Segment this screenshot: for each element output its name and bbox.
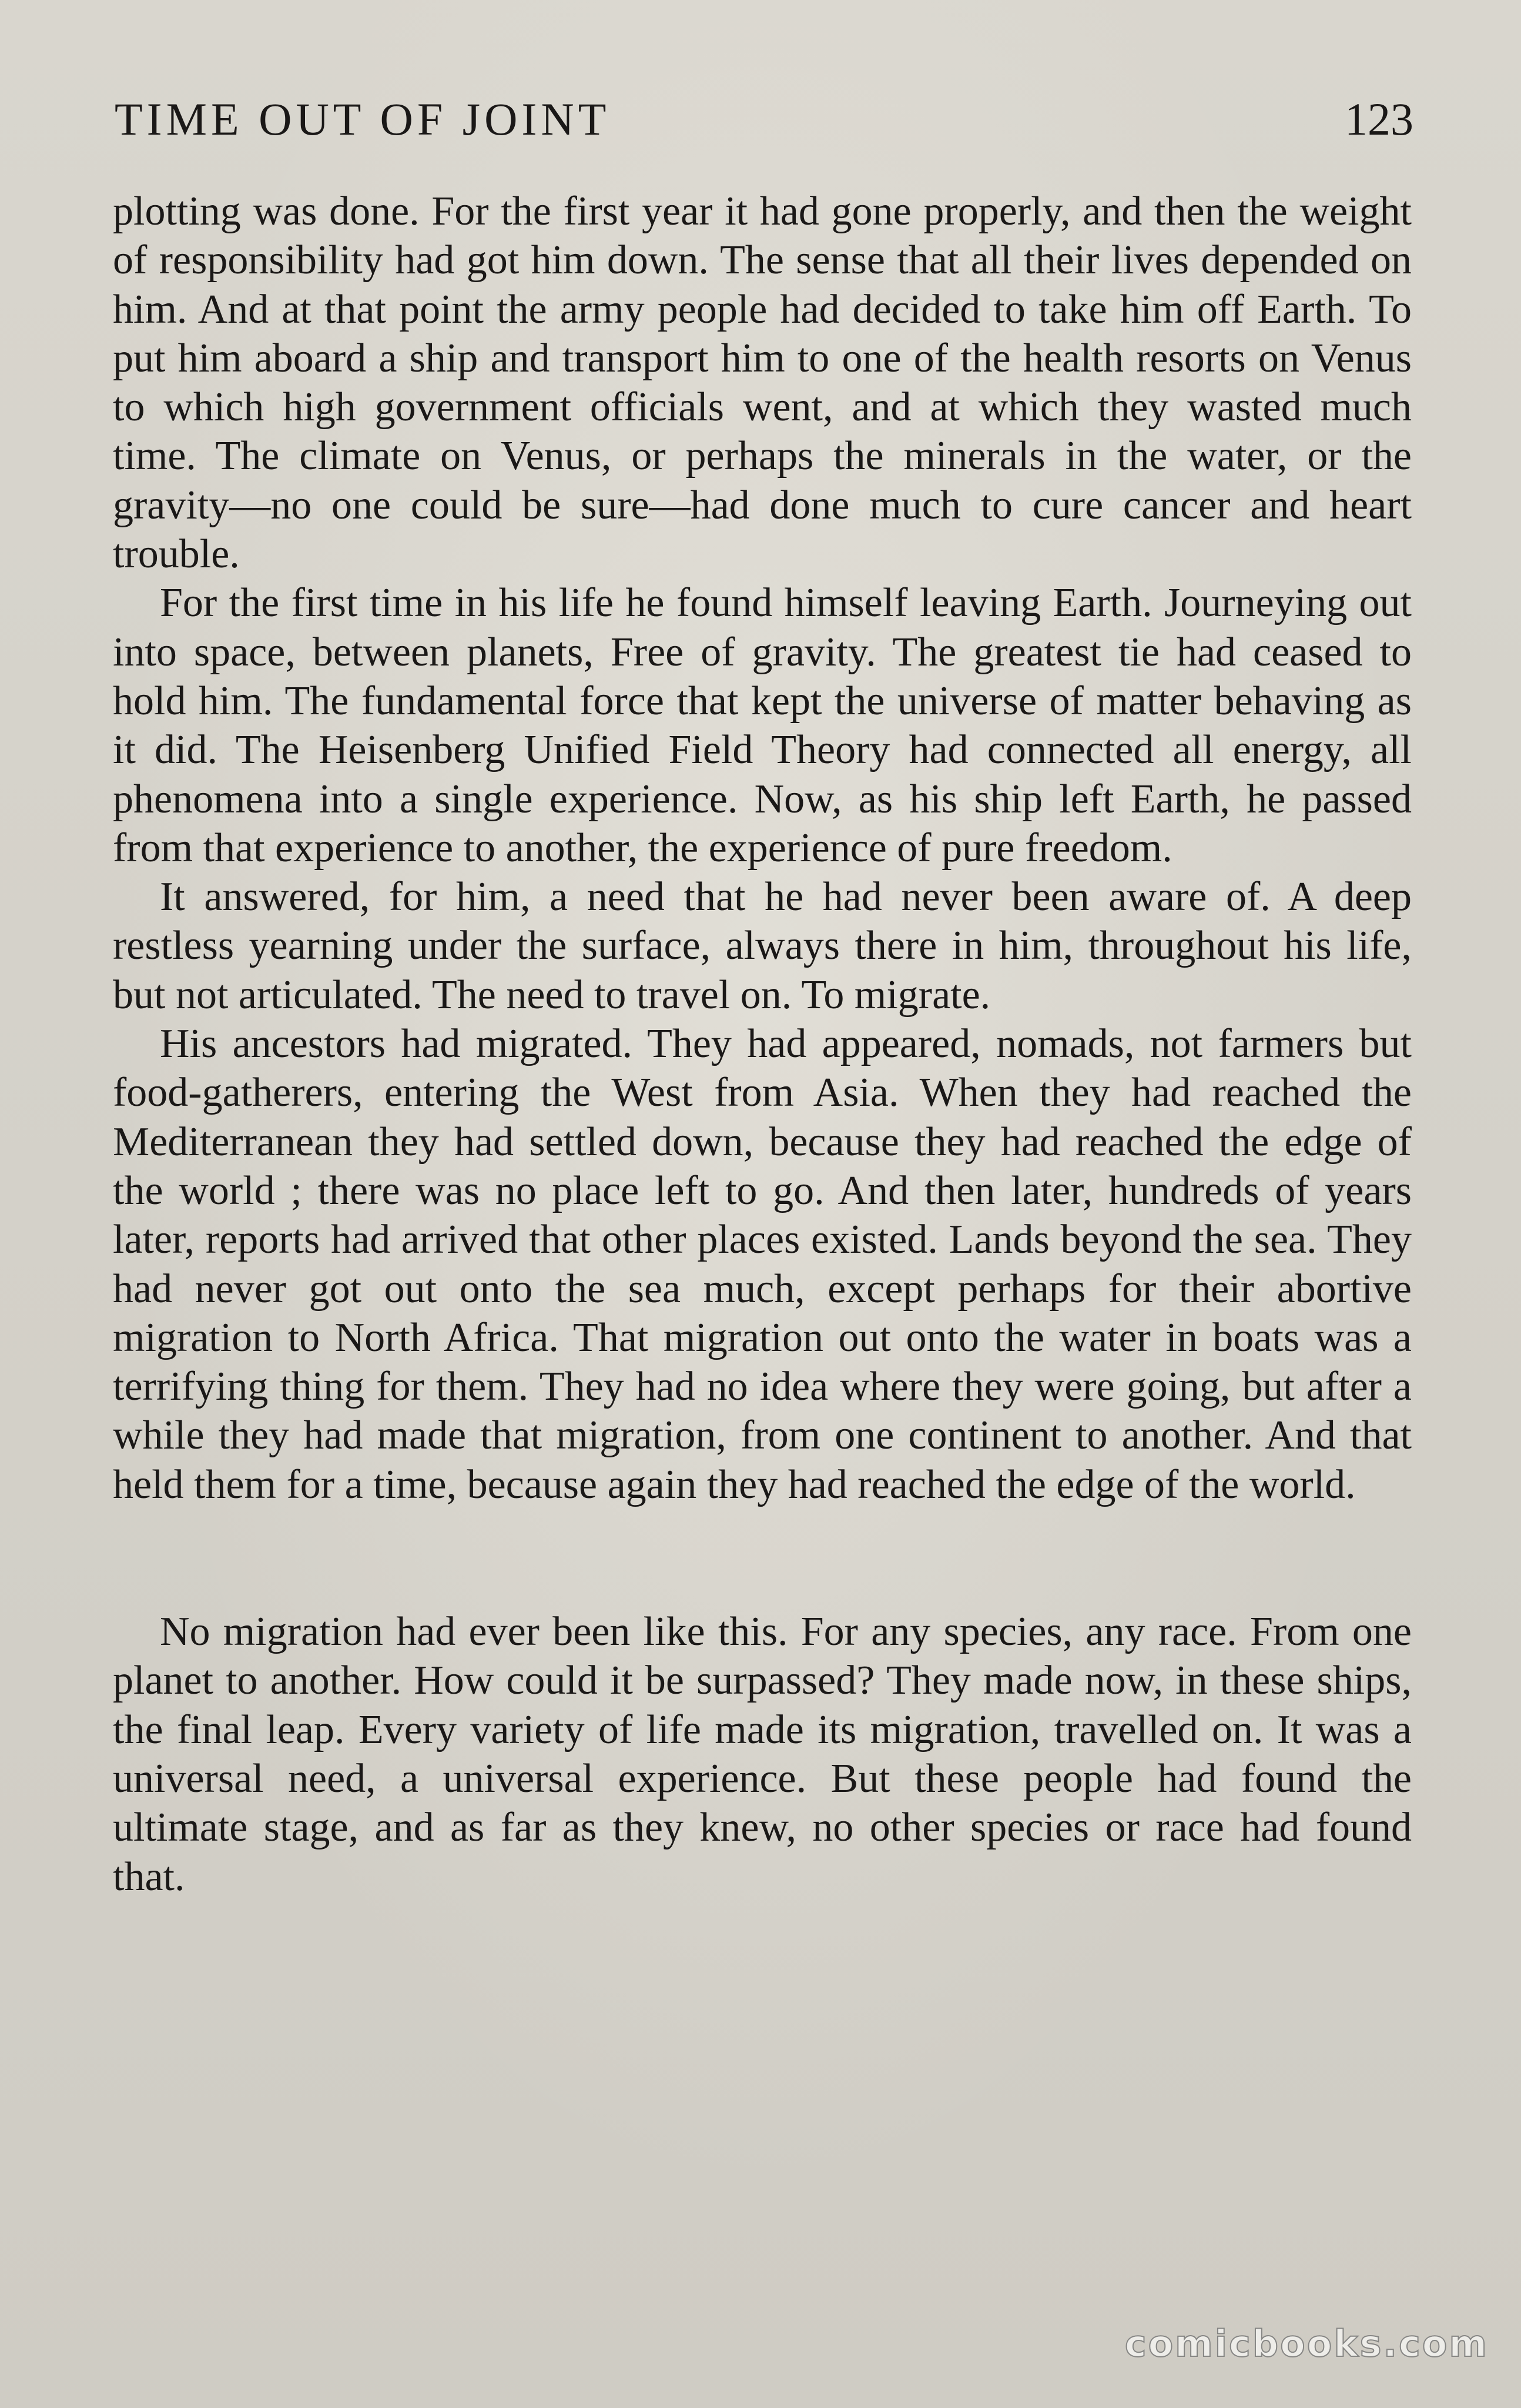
body-text [113, 187, 1412, 1901]
watermark-logo: comicbooks.com [1124, 2322, 1489, 2365]
paragraph-5: No migration had ever been like this. For any species, any race. From one planet to another. How could it be surpassed? They made now, in these ships, the final leap. Every variety of life made its migration, travelled on. It was a universal need, a universal experience. But these people had found the ultimate stage, and as far as they knew, no other species or race had found that. [113, 1609, 1412, 1899]
section-break [113, 1509, 1412, 1607]
paragraph-4: His ancestors had migrated. They had appeared, nomads, not farmers but food-gatherers, entering the West from Asia. When they had reached the Mediterranean they had settled down, because they had reached the edge of the world ; there was no place left to go. And then later, hundreds of years later, reports had arrived that other places existed. Lands beyond the sea. They had never got out onto the sea much, except perhaps for their abortive migration to North Africa. That migration out onto the water in boats was a terrifying thing for them. They had no idea where they were going, but after a while they had made that migration, from one continent to another. And that held them for a time, because again they had reached the edge of the world. [113, 1021, 1412, 1507]
paragraph-2: For the first time in his life he found himself leaving Earth. Journeying out into space, between planets, Free of gravity. The greatest tie had ceased to hold him. The fundamental force that kept the universe of matter behaving as it did. The Heisenberg Unified Field Theory had connected all energy, all phenomena into a single experience. Now, as his ship left Earth, he passed from that experience to another, the experience of pure freedom. [113, 580, 1412, 871]
page-number: 123 [1345, 93, 1413, 145]
book-title-header: TIME OUT OF JOINT [115, 93, 611, 145]
paragraph-1: plotting was done. For the first year it had gone properly, and then the weight of responsibility had got him down. The sense that all their lives depended on him. And at that point the army people had decided to take him off Earth. To put him aboard a ship and transport him to one of the health resorts on Venus to which high government officials went, and at which they wasted much time. The climate on Venus, or perhaps the minerals in the water, or the gravity—no one could be sure—had done much to cure cancer and heart trouble. [113, 189, 1412, 577]
paragraph-3: It answered, for him, a need that he had never been aware of. A deep restless yearning under the surface, always there in him, throughout his life, but not articulated. The need to travel on. To migrate. [113, 874, 1412, 1018]
running-head [115, 87, 1413, 152]
